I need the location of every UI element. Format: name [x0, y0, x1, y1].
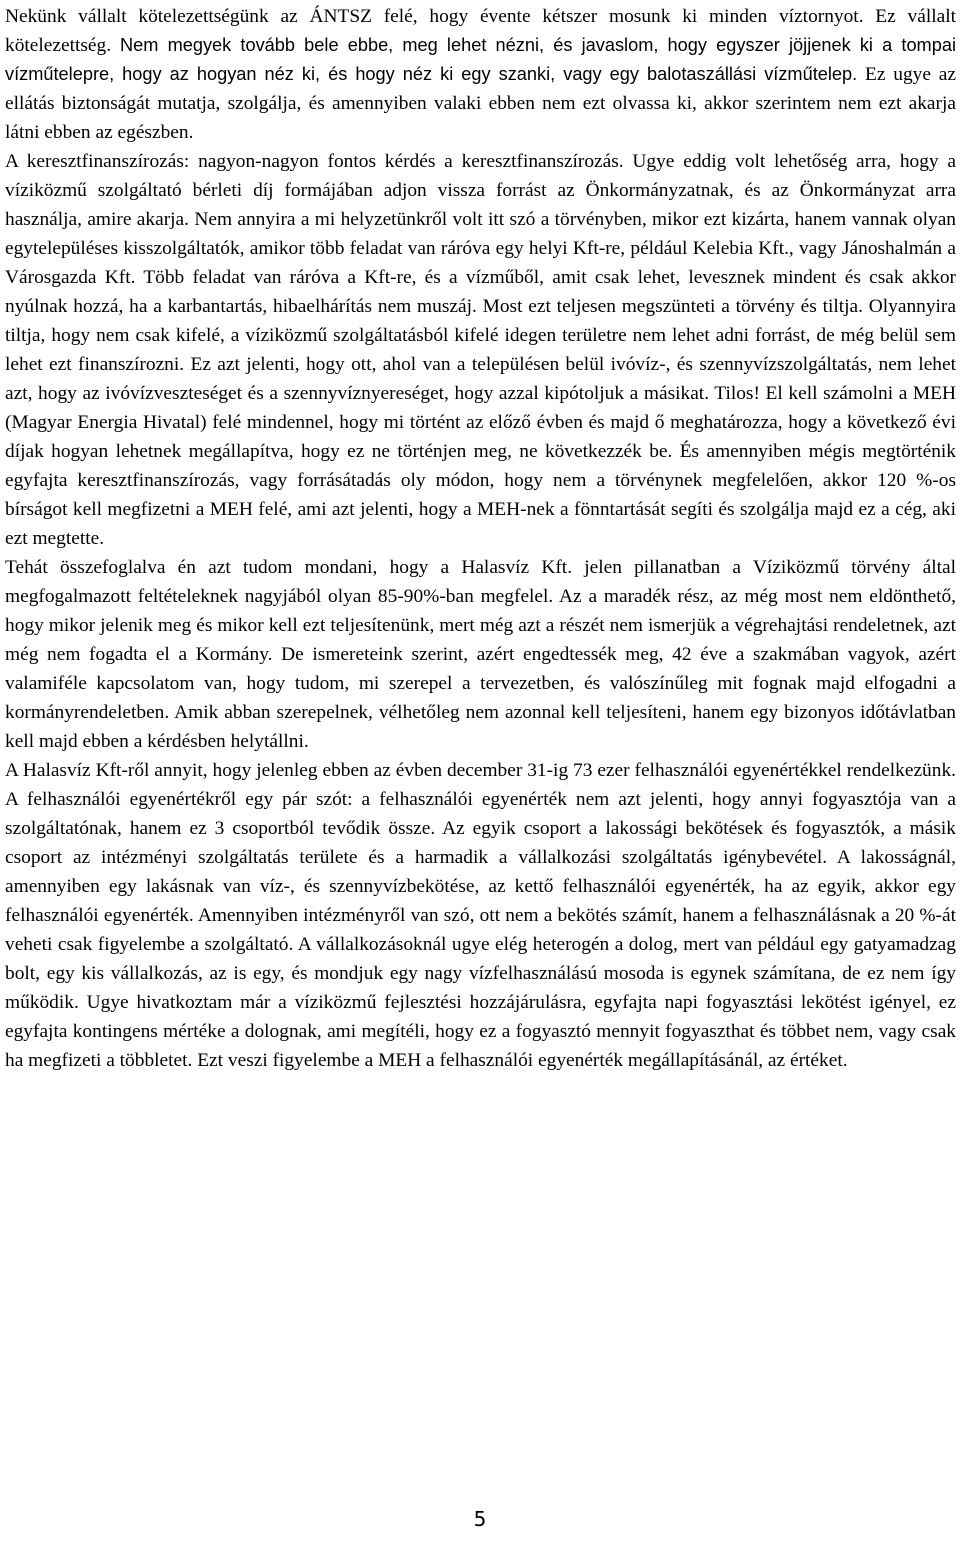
page-number: 5	[473, 1507, 487, 1531]
paragraph-2-text: A keresztfinanszírozás: nagyon-nagyon fontos kérdés a keresztfinanszírozás. Ugye eddig volt lehetőség arra, hogy a víziközmű szolgáltató bérleti díj formájában adjon vissza forrást az Önkormányzatnak, és az Önkormányzat arra használja, amire akarja. Nem annyira a mi helyzetünkről volt itt szó a törvényben, mikor ezt kizárta, hanem vannak olyan egytelepüléses kisszolgáltatók, amikor több feladat van ráróva egy helyi Kft-re, például Kelebia Kft., vagy Jánoshalmán a Városgazda Kft. Több feladat van ráróva a Kft-re, és a vízműből, amit csak lehet, levesznek mindent és csak akkor nyúlnak hozzá, ha a karbantartás, hibaelhárítás nem muszáj. Most ezt teljesen megszünteti a törvény és tiltja. Olyannyira tiltja, hogy nem csak kifelé, a víziközmű szolgáltatásból kifelé idegen területre nem lehet adni forrást, de még belül sem lehet ezt finanszírozni. Ez azt jelenti, hogy ott, ahol van a településen belül ivóvíz-, és szennyvízszolgáltatás, nem lehet azt, hogy az ivóvízveszteséget és a szennyvíznyereséget, hogy azzal kipótoljuk a másikat. Tilos! El kell számolni a MEH (Magyar Energia Hivatal) felé mindennel, hogy mi történt az előző évben és majd ő meghatározza, hogy a következő évi díjak hogyan lehetnek megállapítva, hogy ez ne történjen meg, ne következzék be. És amennyiben mégis megtörténik egyfajta keresztfinanszírozás, vagy forrásátadás oly módon, hogy nem a törvénynek megfelelően, akkor 120 %-os bírságot kell megfizetni a MEH felé, ami azt jelenti, hogy a MEH-nek a fönntartását segíti és szolgálja majd ez a cég, aki ezt megtette.	[5, 151, 956, 549]
paragraph-1-text-c: Ez ugye az ellátás biztonságát mutatja, szolgálja, és amennyiben valaki ebben nem ezt olvassa ki, akkor szerintem nem ezt akarja látni ebben az egészben.	[5, 64, 956, 143]
paragraph-water-tower-cleaning	[5, 2, 956, 147]
paragraph-1-text-a: Nekünk vállalt kötelezettségünk az ÁNTSZ felé, hogy évente kétszer mosunk ki minden víztornyot. Ez vállalt kötelezettség.	[5, 6, 956, 56]
paragraph-summary	[5, 553, 956, 756]
paragraph-1-text-b: Nem megyek tovább bele ebbe, meg lehet nézni, és javaslom, hogy egyszer jöjjenek ki a tompai vízműtelepre, hogy az hogyan néz ki, és hogy néz ki egy szanki, vagy egy balotaszállási vízműtelep.	[5, 35, 956, 84]
document-body	[5, 2, 956, 1075]
paragraph-user-equivalents	[5, 756, 956, 1075]
paragraph-3-text: Tehát összefoglalva én azt tudom mondani, hogy a Halasvíz Kft. jelen pillanatban a Víziközmű törvény által megfogalmazott feltételeknek nagyjából olyan 85-90%-ban megfelel. Az a maradék rész, az még most nem eldönthető, hogy mikor jelenik meg és mikor kell ezt teljesítenünk, mert még azt a részét nem ismerjük a végrehajtási rendeletnek, azt még nem fogadta el a Kormány. De ismereteink szerint, azért engedtessék meg, 42 éve a szakmában vagyok, azért valamiféle kapcsolatom van, hogy tudom, mi szerepel a tervezetben, és valószínűleg mit fognak majd elfogadni a kormányrendeletben. Amik abban szerepelnek, vélhetőleg nem azonnal kell teljesíteni, hanem egy bizonyos időtávlatban kell majd ebben a kérdésben helytállni.	[5, 557, 956, 752]
paragraph-cross-financing	[5, 147, 956, 553]
paragraph-4-text: A Halasvíz Kft-ről annyit, hogy jelenleg ebben az évben december 31-ig 73 ezer felhasználói egyenértékkel rendelkezünk. A felhasználói egyenértékről egy pár szót: a felhasználói egyenérték nem azt jelenti, hogy annyi fogyasztója van a szolgáltatónak, hanem ez 3 csoportból tevődik össze. Az egyik csoport a lakossági bekötések és fogyasztók, a másik csoport az intézményi szolgáltatás területe és a harmadik a vállalkozási szolgáltatás igénybevétel. A lakosságnál, amennyiben egy lakásnak van víz-, és szennyvízbekötése, az kettő felhasználói egyenérték, ha az egyik, akkor egy felhasználói egyenérték. Amennyiben intézményről van szó, ott nem a bekötés számít, hanem a felhasználásnak a 20 %-át veheti csak figyelembe a szolgáltató. A vállalkozásoknál ugye elég heterogén a dolog, mert van például egy gatyamadzag bolt, egy kis vállalkozás, az is egy, és mondjuk egy nagy vízfelhasználású mosoda is egynek számítana, de ez nem így működik. Ugye hivatkoztam már a víziközmű fejlesztési hozzájárulásra, egyfajta napi fogyasztási lekötést igényel, ez egyfajta kontingens mértéke a dolognak, ami megítéli, hogy ez a fogyasztó mennyit fogyaszthat és többet nem, vagy csak ha megfizeti a többletet. Ezt veszi figyelembe a MEH a felhasználói egyenérték megállapításánál, az értéket.	[5, 760, 956, 1071]
